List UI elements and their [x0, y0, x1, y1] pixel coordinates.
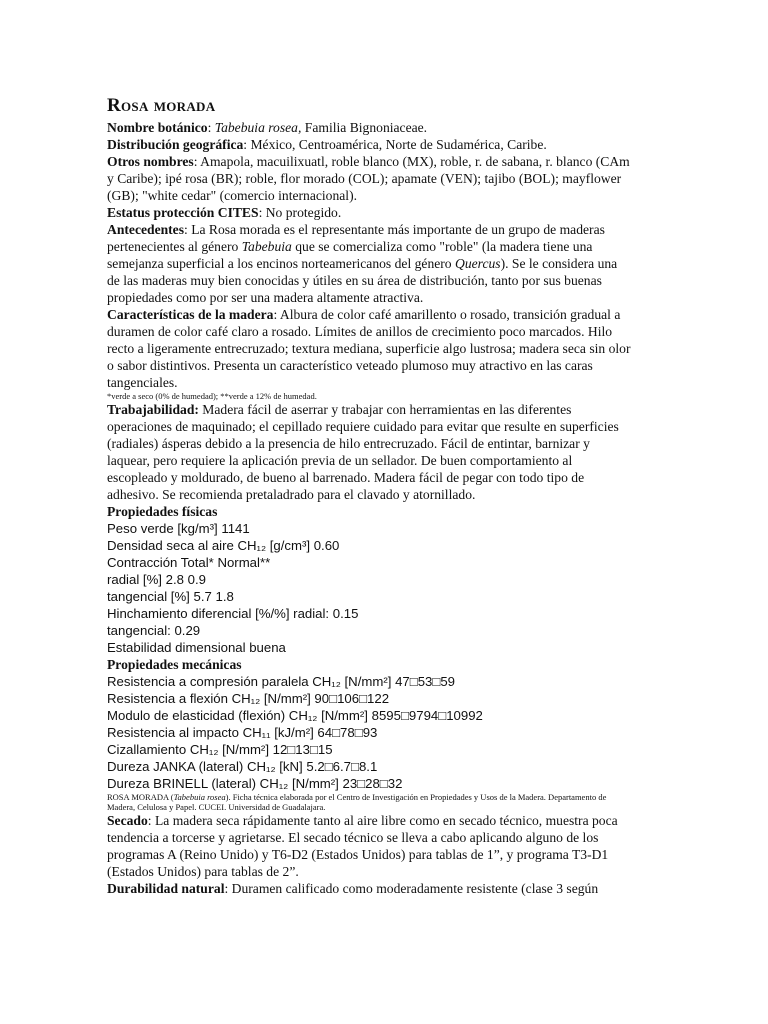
mechanical-properties-heading: Propiedades mecánicas [107, 657, 242, 672]
physical-line: Hinchamiento diferencial [%/%] radial: 0.15 [107, 606, 359, 621]
mechanical-line: Resistencia a compresión paralela CH₁₂ [N/mm²] 47□53□59 [107, 674, 456, 689]
other-names-label: Otros nombres [107, 154, 194, 169]
cites-text: : No protegido. [258, 205, 342, 220]
physical-line: Contracción Total* Normal** [107, 555, 271, 570]
cites-label: Estatus protección CITES [107, 205, 259, 220]
background-text-3: ). Se le considera una de las maderas muy bien conocidas y útiles en su área de distribución, tanto por sus buenas propiedades como por ser una madera altamente atractiva. [107, 256, 618, 305]
background-genus-2: Quercus [455, 256, 501, 271]
botanical-name-label: Nombre botánico [107, 120, 208, 135]
source-suffix: ). Ficha técnica elaborada por el Centro de Investigación en Propiedades y Usos de la Madera. Departamento de Madera, Celulosa y Papel. CUCEI. Universidad de Guadalajara. [107, 792, 607, 812]
physical-line: tangencial [%] 5.7 1.8 [107, 589, 234, 604]
characteristics-paragraph [107, 306, 631, 391]
distribution-label: Distribución geográfica [107, 137, 244, 152]
durability-label: Durabilidad natural [107, 881, 225, 896]
background-text-1: : La Rosa morada es el representante más importante de un grupo de maderas pertenecientes al género [107, 222, 605, 254]
mechanical-line: Dureza JANKA (lateral) CH₁₂ [kN] 5.2□6.7□8.1 [107, 759, 378, 774]
mechanical-line: Modulo de elasticidad (flexión) CH₁₂ [N/mm²] 8595□9794□10992 [107, 708, 483, 723]
drying-label: Secado [107, 813, 148, 828]
page-title: Rosa morada [107, 95, 216, 116]
workability-paragraph [107, 401, 631, 503]
other-names-text: : Amapola, macuilixuatl, roble blanco (MX), roble, r. de sabana, r. blanco (CAm y Caribe); ipé rosa (BR); roble, flor morado (COL); apamate (VEN); tajibo (BOL); mayflower (GB); "white cedar" (comercio internacional). [107, 154, 630, 203]
workability-text: Madera fácil de aserrar y trabajar con herramientas en las diferentes operaciones de maquinado; el cepillado requiere cuidado para evitar que resulte en superficies (radiales) ásperas debido a la presencia de hilo entrecruzado. Fácil de entintar, barnizar y laquear, pero requiere la aplicación previa de un sellador. De buen comportamiento al escopleado y moldurado, de bueno al barrenado. Madera fácil de pegar con todo tipo de adhesivo. Se recomienda pretaladrado para el clavado y atornillado. [107, 402, 619, 502]
background-label: Antecedentes [107, 222, 185, 237]
durability-text: : Duramen calificado como moderadamente resistente (clase 3 según [224, 881, 599, 896]
distribution-paragraph [107, 136, 631, 153]
background-text-2: que se comercializa como "roble" (la madera tiene una semejanza superficial a los encinos norteamericanos del género [107, 239, 593, 271]
botanical-family: Familia Bignoniaceae. [301, 120, 428, 135]
other-names-paragraph [107, 153, 631, 204]
mechanical-line: Resistencia al impacto CH₁₁ [kJ/m²] 64□78□93 [107, 725, 378, 740]
document-body [107, 94, 631, 897]
background-paragraph [107, 221, 631, 306]
source-prefix: ROSA MORADA ( [107, 792, 174, 802]
workability-label: Trabajabilidad: [107, 402, 199, 417]
botanical-name-paragraph [107, 119, 631, 136]
mechanical-properties-list [107, 673, 631, 792]
drying-paragraph [107, 812, 631, 880]
physical-line: radial [%] 2.8 0.9 [107, 572, 206, 587]
physical-line: Estabilidad dimensional buena [107, 640, 286, 655]
source-footnote [107, 792, 631, 812]
physical-properties-heading: Propiedades físicas [107, 504, 218, 519]
moisture-footnote: *verde a seco (0% de humedad); **verde a 12% de humedad. [107, 391, 317, 401]
cites-paragraph [107, 204, 631, 221]
mechanical-line: Cizallamiento CH₁₂ [N/mm²] 12□13□15 [107, 742, 333, 757]
physical-properties-list [107, 520, 631, 656]
physical-line: Peso verde [kg/m³] 1141 [107, 521, 250, 536]
mechanical-line: Resistencia a flexión CH₁₂ [N/mm²] 90□106□122 [107, 691, 390, 706]
physical-line: tangencial: 0.29 [107, 623, 201, 638]
botanical-name-separator: : [207, 120, 215, 135]
physical-line: Densidad seca al aire CH₁₂ [g/cm³] 0.60 [107, 538, 340, 553]
distribution-text: : México, Centroamérica, Norte de Sudamérica, Caribe. [243, 137, 547, 152]
durability-paragraph [107, 880, 631, 897]
background-genus: Tabebuia [241, 239, 292, 254]
mechanical-line: Dureza BRINELL (lateral) CH₁₂ [N/mm²] 23□28□32 [107, 776, 403, 791]
characteristics-text: : Albura de color café amarillento o rosado, transición gradual a duramen de color café claro a rosado. Límites de anillos de crecimiento poco marcados. Hilo recto a ligeramente entrecruzado; textura mediana, superficie algo lustrosa; madera seca sin olor o sabor distintivos. Presenta un característico veteado plumoso muy atractivo en las caras tangenciales. [107, 307, 631, 390]
characteristics-label: Características de la madera [107, 307, 274, 322]
botanical-species: Tabebuia rosea, [214, 120, 302, 135]
drying-text: : La madera seca rápidamente tanto al aire libre como en secado técnico, muestra poca tendencia a torcerse y agrietarse. El secado técnico se lleva a cabo aplicando alguno de los programas A (Reino Unido) y T6-D2 (Estados Unidos) para tablas de 1”, y programa T3-D1 (Estados Unidos) para tablas de 2”. [107, 813, 618, 879]
source-species: Tabebuia rosea [173, 792, 226, 802]
